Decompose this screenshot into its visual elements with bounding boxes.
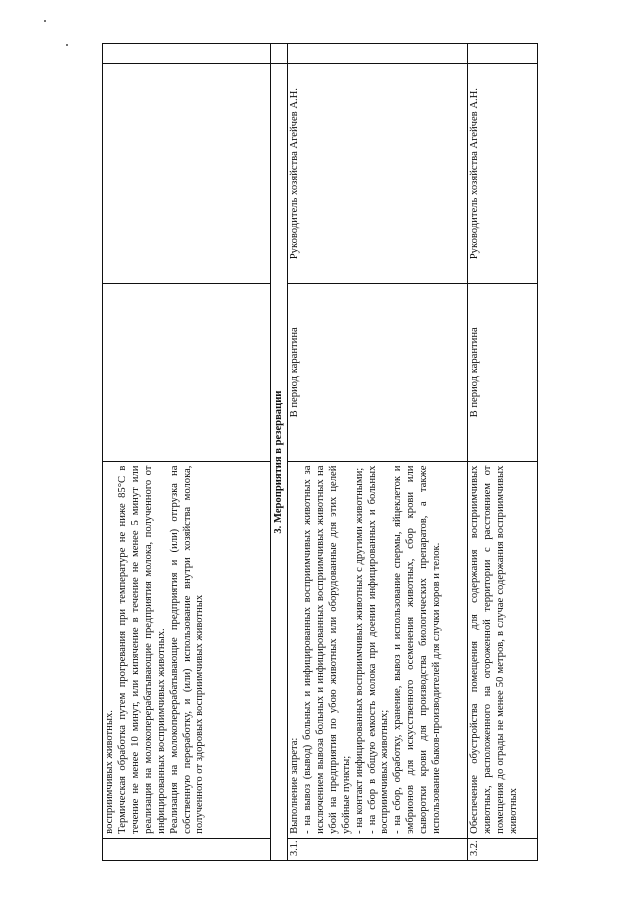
table-row-continued xyxy=(103,44,271,861)
section-title: 3. Мероприятия в резервации xyxy=(271,64,288,861)
action-text: Обеспечение обустройства помещения для содержания восприимчивых животных, расположенного на огороженной территории с расстоянием от помещения до ограды не менее 50 метров, в случае содержания восприимчивых животных xyxy=(469,465,519,834)
responsible-cell: Руководитель хозяйства Агейчев А.Н. xyxy=(288,64,468,284)
term-cell: В период карантина xyxy=(468,284,538,462)
section-header-row xyxy=(271,44,288,861)
term-cell: В период карантина xyxy=(288,284,468,462)
margin-cell xyxy=(288,44,468,64)
scan-speck xyxy=(44,20,46,22)
responsible-cell-empty xyxy=(103,64,271,284)
margin-cell xyxy=(468,44,538,64)
action-text: Выполнение запрета: xyxy=(289,737,300,834)
action-text: - на сбор, обработку, хранение, вывоз и использование спермы, яйцеклеток и эмбрионов для искусственного осеменения животных, сбор крови или сыворотки крови для производства биологических препаратов, а также использование быков-производителей для случки коров и телок. xyxy=(392,465,443,834)
action-text: Реализация на молокоперерабатывающие предприятия и (или) отгрузка на собственную переработку, и (или) использование внутри хозяйства молока, полученного от здоровых восприимчивых животных xyxy=(168,465,206,834)
action-text: - на вывоз (вывод) больных и инфицированных восприимчивых животных за исключением вывоза больных и инфицированных восприимчивых животных на убой на предприятия по убою животных или оборудованные для этих целей убойные пункты; xyxy=(301,465,352,834)
action-text: Термическая обработка путем прогревания при температуре не ниже 85°С в течение не менее 10 минут, или кипячение в течение не менее 5 минут или реализация на молокоперерабатывающие предприятия молока, полученного от инфицированных восприимчивых животных. xyxy=(116,465,167,834)
action-text: восприимчивых животных. xyxy=(104,710,115,834)
margin-cell xyxy=(103,44,271,64)
action-cell xyxy=(103,461,271,838)
row-number-empty xyxy=(103,838,271,860)
margin-cell xyxy=(271,44,288,64)
veterinary-measures-table xyxy=(102,43,538,861)
action-cell xyxy=(288,461,468,838)
action-text: - на сбор в общую емкость молока при доении инфицированных и больных восприимчивых животных; xyxy=(366,465,391,834)
table-row-3-1 xyxy=(288,44,468,861)
table-row-3-2 xyxy=(468,44,538,861)
responsible-cell: Руководитель хозяйства Агейчев А.Н. xyxy=(468,64,538,284)
action-cell xyxy=(468,461,538,838)
rotated-page xyxy=(102,43,538,861)
row-number: 3.1. xyxy=(288,838,468,860)
scan-speck xyxy=(66,44,68,46)
row-number: 3.2. xyxy=(468,838,538,860)
term-cell-empty xyxy=(103,284,271,462)
action-text: - на контакт инфицированных восприимчивых животных с другими животными; xyxy=(353,467,365,834)
